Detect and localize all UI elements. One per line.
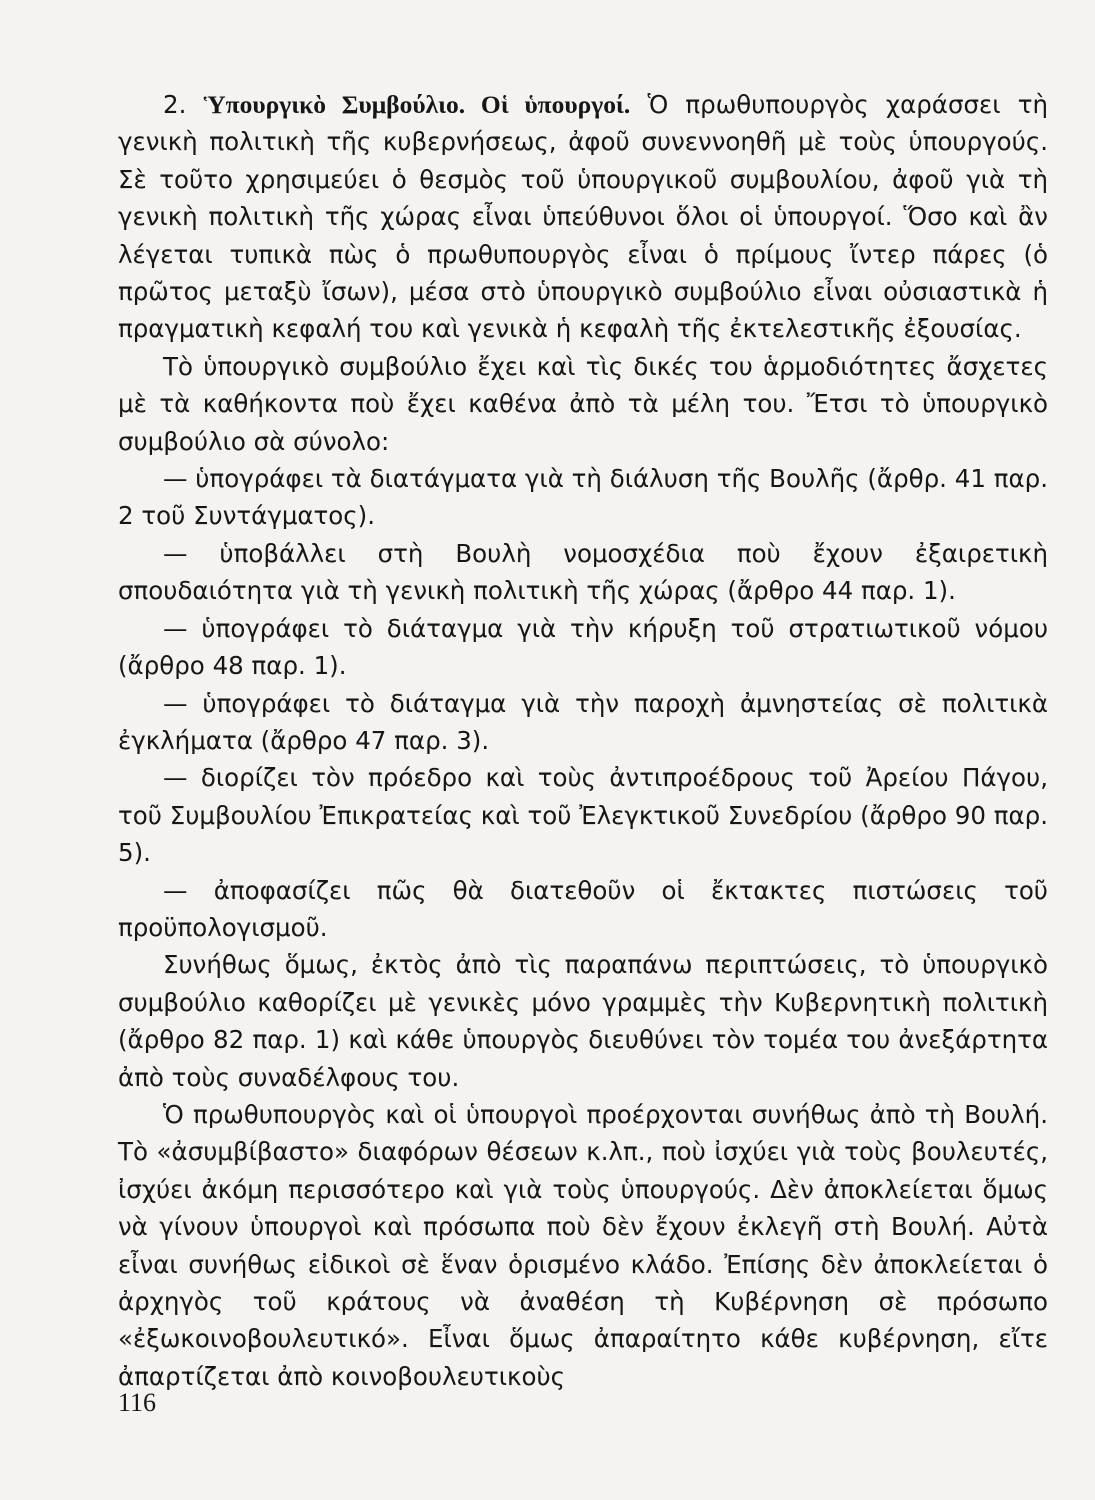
- usually-paragraph: Συνήθως ὅμως, ἐκτὸς ἀπὸ τὶς παραπάνω περιπτώσεις, τὸ ὑπουργικὸ συμβούλιο καθορίζει μὲ γενικὲς μόνο γραμμὲς τὴν Κυβερνητικὴ πολιτικὴ (ἄρθρο 82 παρ. 1) καὶ κάθε ὑπουργὸς διευθύνει τὸν τομέα του ἀνεξάρτητα ἀπὸ τοὺς συναδέλφους του.: [118, 950, 1048, 1092]
- list-item: — ὑπογράφει τὸ διάταγμα γιὰ τὴν κήρυξη τοῦ στρατιωτικοῦ νόμου (ἄρθρο 48 παρ. 1).: [118, 613, 1048, 681]
- section-intro-text: Ὁ πρωθυπουργὸς χαράσσει τὴ γενικὴ πολιτικὴ τῆς κυβερνήσεως, ἀφοῦ συνεννοηθῆ μὲ τοὺς ὑπουργούς. Σὲ τοῦτο χρησιμεύει ὁ θεσμὸς τοῦ ὑπουργικοῦ συμβουλίου, ἀφοῦ γιὰ τὴ γενικὴ πολιτικὴ τῆς χώρας εἶναι ὑπεύθυνοι ὅλοι οἱ ὑπουργοί. Ὅσο καὶ ἂν λέγεται τυπικὰ πὼς ὁ πρωθυπουργὸς εἶναι ὁ πρίμους ἴντερ πάρες (ὁ πρῶτος μεταξὺ ἴσων), μέσα στὸ ὑπουργικὸ συμβούλιο εἶναι οὐσιαστικὰ ἡ πραγματικὴ κεφαλή του καὶ γενικὰ ἡ κεφαλὴ τῆς ἐκτελεστικῆς ἐξουσίας.: [118, 90, 1048, 344]
- origin-paragraph: Ὁ πρωθυπουργὸς καὶ οἱ ὑπουργοὶ προέρχονται συνήθως ἀπὸ τὴ Βουλή. Τὸ «ἀσυμβίβαστο» διαφόρων θέσεων κ.λπ., ποὺ ἰσχύει γιὰ τοὺς βουλευτές, ἰσχύει ἀκόμη περισσότερο καὶ γιὰ τοὺς ὑπουργούς. Δὲν ἀποκλείεται ὅμως νὰ γίνουν ὑπουργοὶ καὶ πρόσωπα ποὺ δὲν ἔχουν ἐκλεγῆ στὴ Βουλή. Αὐτὰ εἶναι συνήθως εἰδικοὶ σὲ ἕναν ὁρισμένο κλάδο. Ἐπίσης δὲν ἀποκλείεται ὁ ἀρχηγὸς τοῦ κράτους νὰ ἀναθέση τὴ Κυβέρνηση σὲ πρόσωπο «ἐξωκοινοβουλευτικό». Εἶναι ὅμως ἀπαραίτητο κάθε κυβέρνηση, εἴτε ἀπαρτίζεται ἀπὸ κοινοβουλευτικοὺς: [118, 1099, 1048, 1391]
- list-item: — ἀποφασίζει πῶς θὰ διατεθοῦν οἱ ἔκτακτες πιστώσεις τοῦ προϋπολογισμοῦ.: [118, 875, 1048, 942]
- section-title: Ὑπουργικὸ Συμβούλιο. Οἱ ὑπουργοί.: [203, 90, 631, 119]
- section-intro-paragraph: [118, 86, 1048, 348]
- list-item: — ὑποβάλλει στὴ Βουλὴ νομοσχέδια ποὺ ἔχουν ἐξαιρετικὴ σπουδαιότητα γιὰ τὴ γενικὴ πολιτικὴ τῆς χώρας (ἄρθρο 44 παρ. 1).: [118, 538, 1048, 606]
- list-item: — ὑπογράφει τὸ διάταγμα γιὰ τὴν παροχὴ ἀμνηστείας σὲ πολιτικὰ ἐγκλήματα (ἄρθρο 47 παρ. 3).: [118, 688, 1048, 755]
- page-number: 116: [118, 1388, 157, 1417]
- list-item: — διορίζει τὸν πρόεδρο καὶ τοὺς ἀντιπροέδρους τοῦ Ἀρείου Πάγου, τοῦ Συμβουλίου Ἐπικρατείας καὶ τοῦ Ἐλεγκτικοῦ Συνεδρίου (ἄρθρο 90 παρ. 5).: [118, 763, 1048, 868]
- list-item: — ὑπογράφει τὰ διατάγματα γιὰ τὴ διάλυση τῆς Βουλῆς (ἄρθρ. 41 παρ. 2 τοῦ Συντάγματος).: [118, 464, 1048, 531]
- body-text: [118, 86, 1048, 1395]
- competences-paragraph: Τὸ ὑπουργικὸ συμβούλιο ἔχει καὶ τὶς δικές του ἁρμοδιότητες ἄσχετες μὲ τὰ καθήκοντα ποὺ ἔχει καθένα ἀπὸ τὰ μέλη του. Ἔτσι τὸ ὑπουργικὸ συμβούλιο σὰ σύνολο:: [118, 351, 1048, 456]
- section-number: 2.: [163, 90, 187, 119]
